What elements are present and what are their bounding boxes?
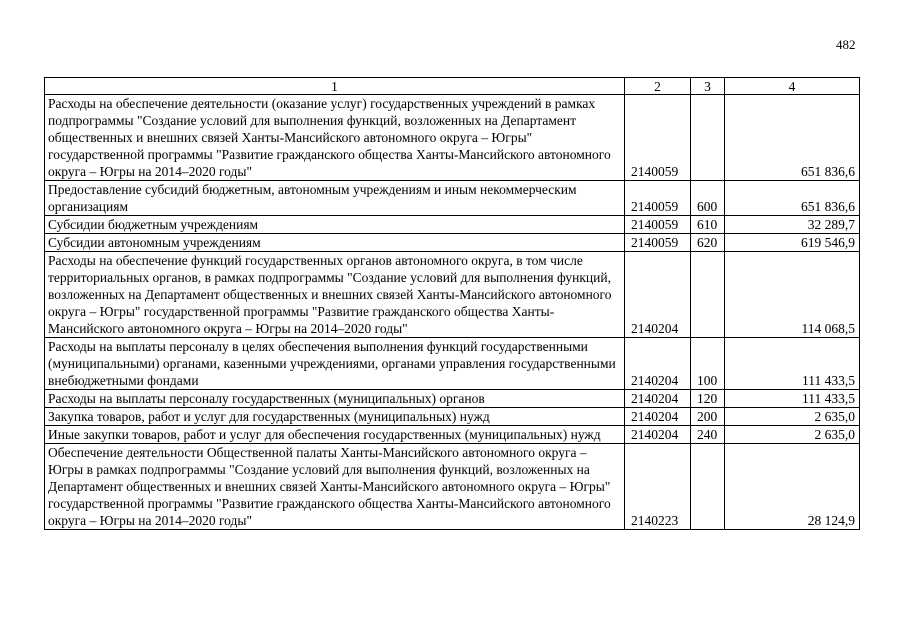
row-code-cell: 2140223 (625, 444, 691, 530)
header-col-2: 2 (625, 78, 691, 95)
row-amount-cell: 651 836,6 (725, 95, 860, 181)
table-row (45, 390, 860, 408)
table-row (45, 95, 860, 181)
row-type-cell: 200 (691, 408, 725, 426)
row-name-cell: Закупка товаров, работ и услуг для государственных (муниципальных) нужд (45, 408, 625, 426)
table-row (45, 338, 860, 390)
row-type-cell: 610 (691, 216, 725, 234)
row-type-cell (691, 95, 725, 181)
row-type-cell: 620 (691, 234, 725, 252)
header-col-3: 3 (691, 78, 725, 95)
row-amount-cell: 111 433,5 (725, 338, 860, 390)
row-type-cell: 600 (691, 181, 725, 216)
row-name-cell: Иные закупки товаров, работ и услуг для обеспечения государственных (муниципальных) нужд (45, 426, 625, 444)
row-amount-cell: 2 635,0 (725, 426, 860, 444)
row-name-cell: Субсидии автономным учреждениям (45, 234, 625, 252)
row-name-cell: Расходы на обеспечение функций государственных органов автономного округа, в том числе территориальных органов, в рамках подпрограммы "Создание условий для выполнения функций, возложенных на Департамент общественных и внешних связей Ханты-Мансийского автономного округа – Югры" государственной программы "Развитие гражданского общества Ханты-Мансийского автономного округа – Югры на 2014–2020 годы" (45, 252, 625, 338)
table-row (45, 216, 860, 234)
row-amount-cell: 114 068,5 (725, 252, 860, 338)
budget-table (44, 77, 860, 530)
table-row (45, 252, 860, 338)
header-col-4: 4 (725, 78, 860, 95)
row-amount-cell: 619 546,9 (725, 234, 860, 252)
table-row (45, 234, 860, 252)
table-row (45, 426, 860, 444)
row-type-cell (691, 252, 725, 338)
budget-table-body (45, 78, 860, 530)
header-col-1: 1 (45, 78, 625, 95)
row-name-cell: Расходы на выплаты персоналу в целях обеспечения выполнения функций государственными (муниципальными) органами, казенными учреждениями, органами управления государственными внебюджетными фондами (45, 338, 625, 390)
table-row (45, 444, 860, 530)
row-amount-cell: 651 836,6 (725, 181, 860, 216)
row-amount-cell: 2 635,0 (725, 408, 860, 426)
row-name-cell: Предоставление субсидий бюджетным, автономным учреждениям и иным некоммерческим организациям (45, 181, 625, 216)
row-type-cell: 100 (691, 338, 725, 390)
row-code-cell: 2140204 (625, 390, 691, 408)
row-type-cell: 120 (691, 390, 725, 408)
row-code-cell: 2140059 (625, 181, 691, 216)
table-row (45, 181, 860, 216)
row-code-cell: 2140059 (625, 216, 691, 234)
row-name-cell: Расходы на выплаты персоналу государственных (муниципальных) органов (45, 390, 625, 408)
row-amount-cell: 32 289,7 (725, 216, 860, 234)
row-name-cell: Расходы на обеспечение деятельности (оказание услуг) государственных учреждений в рамках подпрограммы "Создание условий для выполнения функций, возложенных на Департамент общественных и внешних связей Ханты-Мансийского автономного округа – Югры" государственной программы "Развитие гражданского общества Ханты-Мансийского автономного округа – Югры на 2014–2020 годы" (45, 95, 625, 181)
row-name-cell: Субсидии бюджетным учреждениям (45, 216, 625, 234)
row-code-cell: 2140059 (625, 95, 691, 181)
row-code-cell: 2140204 (625, 252, 691, 338)
row-code-cell: 2140204 (625, 408, 691, 426)
row-type-cell: 240 (691, 426, 725, 444)
row-amount-cell: 111 433,5 (725, 390, 860, 408)
table-row (45, 408, 860, 426)
table-header-row (45, 78, 860, 95)
row-code-cell: 2140204 (625, 338, 691, 390)
row-amount-cell: 28 124,9 (725, 444, 860, 530)
row-code-cell: 2140059 (625, 234, 691, 252)
page-number: 482 (836, 37, 856, 52)
row-code-cell: 2140204 (625, 426, 691, 444)
row-type-cell (691, 444, 725, 530)
row-name-cell: Обеспечение деятельности Общественной палаты Ханты-Мансийского автономного округа – Югры в рамках подпрограммы "Создание условий для выполнения функций, возложенных на Департамент общественных и внешних связей Ханты-Мансийского автономного округа – Югры" государственной программы "Развитие гражданского общества Ханты-Мансийского автономного округа – Югры на 2014–2020 годы" (45, 444, 625, 530)
